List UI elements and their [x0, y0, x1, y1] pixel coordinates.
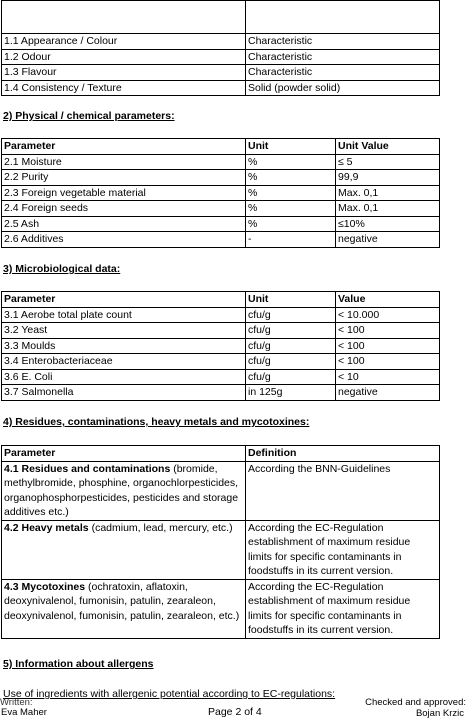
section-heading-allergens: 5) Information about allergens: [3, 658, 154, 670]
value-cell: < 100: [336, 354, 440, 370]
parameter-cell: [2, 579, 246, 638]
value-cell: < 100: [336, 323, 440, 339]
allergens-subheading: Use of ingredients with allergenic potential according to EC-regulations:: [3, 688, 336, 700]
table-row: [2, 520, 440, 579]
parameter-cell: 2.3 Foreign vegetable material: [2, 185, 246, 201]
section-heading-micro: 3) Microbiological data:: [3, 263, 121, 275]
table-row: [2, 49, 440, 65]
parameter-cell: 2.2 Purity: [2, 170, 246, 186]
parameter-cell: 3.7 Salmonella: [2, 385, 246, 401]
column-header: Unit: [246, 139, 336, 155]
table-row: [2, 170, 440, 186]
parameter-cell: 1.2 Odour: [2, 49, 246, 65]
value-cell: < 10: [336, 369, 440, 385]
value-cell: < 100: [336, 338, 440, 354]
table-header-row: [2, 292, 440, 308]
value-cell: ≤10%: [336, 216, 440, 232]
parameter-cell: 3.3 Moulds: [2, 338, 246, 354]
table-row: [2, 154, 440, 170]
unit-cell: cfu/g: [246, 338, 336, 354]
footer-checked-name: Bojan Krzic: [415, 708, 464, 719]
section-heading-physical: 2) Physical / chemical parameters:: [3, 110, 175, 122]
parameter-cell: 2.1 Moisture: [2, 154, 246, 170]
parameter-cell: 3.2 Yeast: [2, 323, 246, 339]
unit-cell: in 125g: [246, 385, 336, 401]
value-cell: Max. 0,1: [336, 185, 440, 201]
micro-table: [1, 291, 440, 401]
value-cell: Characteristic: [246, 34, 440, 50]
table-row: [2, 369, 440, 385]
table-row: [2, 461, 440, 520]
unit-cell: cfu/g: [246, 369, 336, 385]
parameter-cell: 1.1 Appearance / Colour: [2, 34, 246, 50]
column-header: Parameter: [2, 139, 246, 155]
footer-written-name: Eva Maher: [1, 707, 47, 718]
parameter-cell: 2.4 Foreign seeds: [2, 201, 246, 217]
sensory-table: [1, 0, 440, 96]
parameter-cell: [2, 520, 246, 579]
table-row: [2, 385, 440, 401]
footer-written-label: Written:: [0, 697, 33, 708]
definition-cell: According the EC-Regulation establishment of maximum residue limits for specific contaminants in foodstuffs in its current version.: [246, 520, 440, 579]
table-row: [2, 323, 440, 339]
unit-cell: cfu/g: [246, 307, 336, 323]
table-header-row: [2, 446, 440, 462]
section-heading-residues: 4) Residues, contaminations, heavy metals and mycotoxines:: [3, 416, 310, 428]
table-row: [2, 80, 440, 96]
table-row: [2, 201, 440, 217]
table-row: [2, 216, 440, 232]
parameter-cell: 3.6 E. Coli: [2, 369, 246, 385]
value-cell: 99,9: [336, 170, 440, 186]
column-header: Parameter: [2, 292, 246, 308]
value-cell: Max. 0,1: [336, 201, 440, 217]
column-header: Unit: [246, 292, 336, 308]
unit-cell: cfu/g: [246, 323, 336, 339]
value-cell: Solid (powder solid): [246, 80, 440, 96]
value-cell: negative: [336, 385, 440, 401]
parameter-cell: 1.4 Consistency / Texture: [2, 80, 246, 96]
definition-cell: According the BNN-Guidelines: [246, 461, 440, 520]
residues-table: [1, 445, 440, 639]
parameter-cell: [2, 461, 246, 520]
parameter-cell: 3.1 Aerobe total plate count: [2, 307, 246, 323]
page-number: Page 2 of 4: [208, 706, 262, 718]
unit-cell: %: [246, 201, 336, 217]
table-row: [2, 65, 440, 81]
unit-cell: -: [246, 232, 336, 248]
value-cell: Characteristic: [246, 49, 440, 65]
unit-cell: %: [246, 216, 336, 232]
parameter-detail: (bromide, methylbromide, phosphine, organochlorpesticides, organophosphorpesticides, pesticides and storage additives etc.): [4, 462, 239, 518]
parameter-cell: 1.3 Flavour: [2, 65, 246, 81]
column-header: Parameter: [2, 446, 246, 462]
value-cell: < 10.000: [336, 307, 440, 323]
column-header: Unit Value: [336, 139, 440, 155]
parameter-detail: (cadmium, lead, mercury, etc.): [88, 521, 233, 534]
definition-cell: According the EC-Regulation establishment of maximum residue limits for specific contaminants in foodstuffs in its current version.: [246, 579, 440, 638]
unit-cell: %: [246, 154, 336, 170]
parameter-label: 4.3 Mycotoxines: [4, 580, 86, 593]
parameter-label: 4.1 Residues and contaminations: [4, 462, 171, 475]
parameter-detail: (ochratoxin, aflatoxin, deoxynivalenol, fumonisin, patulin, zearaleon, deoxynivalenol, fumonisin, patulin, zearaleon, etc.): [4, 580, 240, 622]
value-cell: Characteristic: [246, 65, 440, 81]
table-row: [2, 185, 440, 201]
column-header: Value: [336, 292, 440, 308]
table-row: [2, 307, 440, 323]
parameter-cell: 2.6 Additives: [2, 232, 246, 248]
physical-table: [1, 138, 440, 248]
table-header-row: [2, 139, 440, 155]
unit-cell: %: [246, 185, 336, 201]
table-row: [2, 338, 440, 354]
unit-cell: %: [246, 170, 336, 186]
parameter-cell: 3.4 Enterobacteriaceae: [2, 354, 246, 370]
value-cell: negative: [336, 232, 440, 248]
table-row: [2, 232, 440, 248]
table-row: [2, 354, 440, 370]
column-header: Definition: [246, 446, 440, 462]
unit-cell: cfu/g: [246, 354, 336, 370]
table-row: [2, 34, 440, 50]
parameter-cell: 2.5 Ash: [2, 216, 246, 232]
table-row: [2, 579, 440, 638]
value-cell: ≤ 5: [336, 154, 440, 170]
footer-checked-label: Checked and approved:: [365, 697, 466, 708]
table-row: [2, 1, 440, 34]
parameter-label: 4.2 Heavy metals: [4, 521, 89, 534]
